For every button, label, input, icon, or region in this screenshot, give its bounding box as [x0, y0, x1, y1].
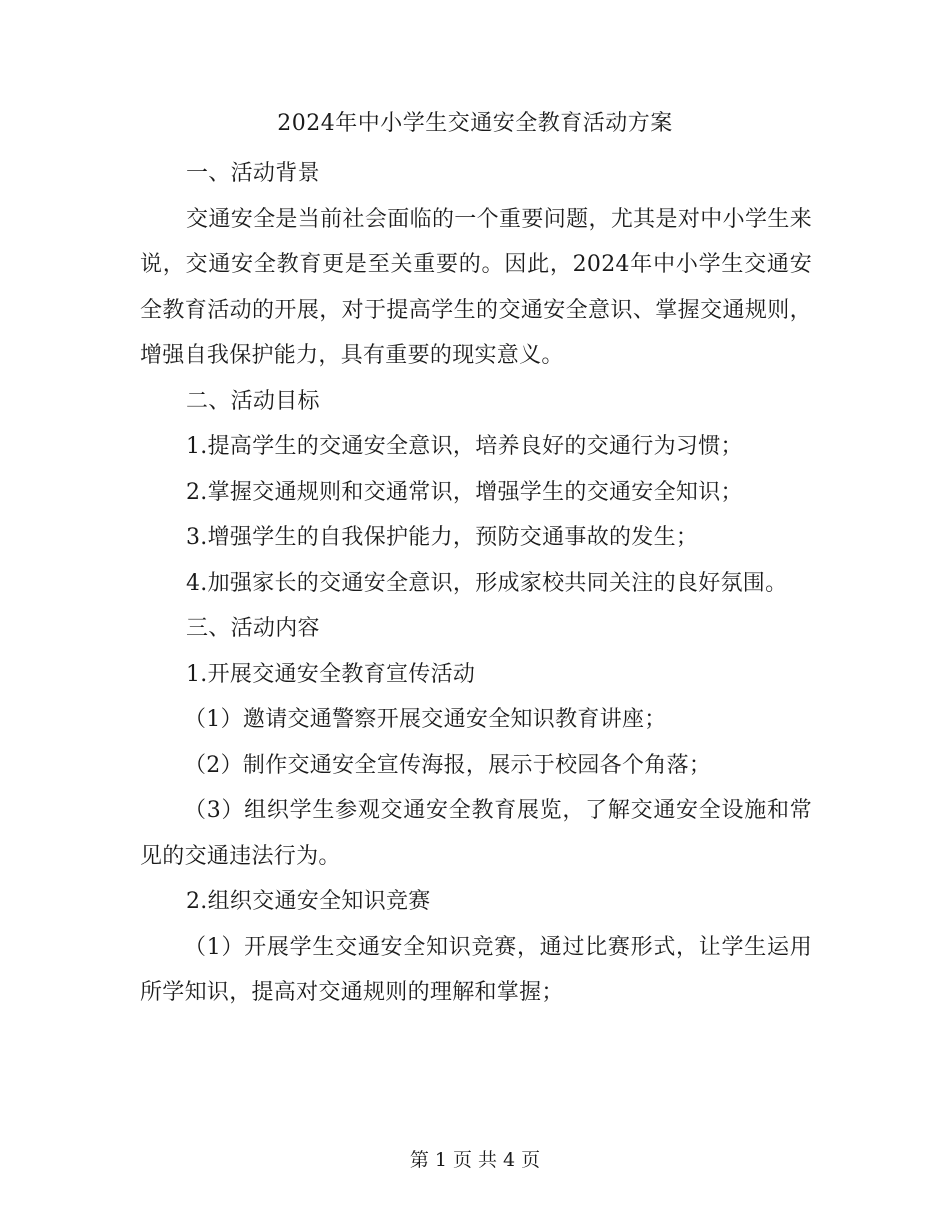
list-item: 2.掌握交通规则和交通常识，增强学生的交通安全知识； [186, 479, 743, 505]
section-heading: 二、活动目标 [186, 388, 320, 414]
page-number: 第 1 页 共 4 页 [409, 1149, 541, 1171]
list-item: （3）组织学生参观交通安全教育展览，了解交通安全设施和常见的交通违法行为。 [140, 798, 812, 869]
list-item: 3.增强学生的自我保护能力，预防交通事故的发生； [186, 525, 699, 550]
subsection-heading: 2.组织交通安全知识竞赛 [186, 889, 431, 914]
paragraph: 交通安全是当前社会面临的一个重要问题，尤其是对中小学生来说，交通安全教育更是至关重要的。因此，2024年中小学生交通安全教育活动的开展，对于提高学生的交通安全意识、掌握交通规则，增强自我保护能力，具有重要的现实意义。 [140, 206, 812, 368]
list-item: （1）邀请交通警察开展交通安全知识教育讲座； [184, 707, 667, 732]
subsection-heading: 1.开展交通安全教育宣传活动 [186, 661, 476, 687]
list-item: （2）制作交通安全宣传海报，展示于校园各个角落； [184, 752, 712, 778]
document-body [140, 151, 812, 1016]
list-item: （1）开展学生交通安全知识竞赛，通过比赛形式，让学生运用所学知识，提高对交通规则的理解和掌握； [140, 934, 812, 1005]
section-heading: 三、活动内容 [186, 616, 320, 641]
list-item: 1.提高学生的交通安全意识，培养良好的交通行为习惯； [186, 434, 743, 459]
list-item: 4.加强家长的交通安全意识，形成家校共同关注的良好氛围。 [186, 570, 788, 596]
page-footer [0, 1146, 950, 1174]
section-heading: 一、活动背景 [186, 161, 320, 186]
document-title: 2024年中小学生交通安全教育活动方案 [277, 111, 673, 136]
